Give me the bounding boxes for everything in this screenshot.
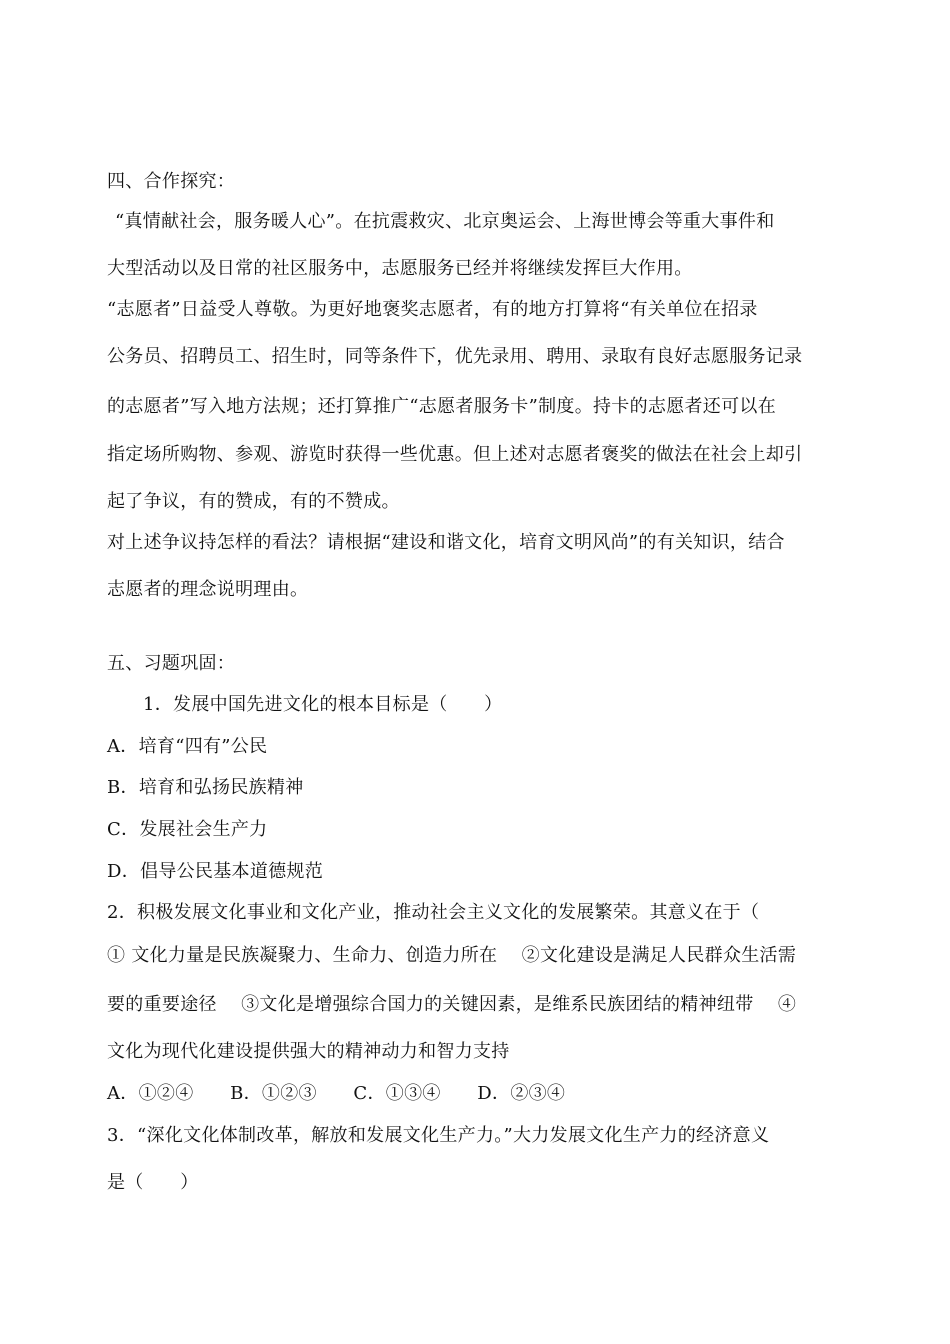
paragraph-line: 公务员、招聘员工、招生时，同等条件下，优先录用、聘用、录取有良好志愿服务记录 bbox=[107, 346, 803, 367]
q1-option-b: B．培育和弘扬民族精神 bbox=[107, 777, 304, 798]
q1-option-c: C．发展社会生产力 bbox=[107, 819, 268, 840]
q3-stem: 3．“深化文化体制改革，解放和发展文化生产力。”大力发展文化生产力的经济意义 bbox=[107, 1125, 770, 1146]
q2-body-line: ① 文化力量是民族凝聚力、生命力、创造力所在 ②文化建设是满足人民群众生活需 bbox=[107, 945, 797, 966]
question-line: 对上述争议持怎样的看法？请根据“建设和谐文化，培育文明风尚”的有关知识，结合 bbox=[107, 532, 785, 553]
question-line: 志愿者的理念说明理由。 bbox=[107, 579, 309, 600]
section-5-heading: 五、习题巩固： bbox=[107, 653, 236, 674]
paragraph-line: 大型活动以及日常的社区服务中，志愿服务已经并将继续发挥巨大作用。 bbox=[107, 258, 693, 279]
q2-options: A．①②④ B．①②③ C．①③④ D．②③④ bbox=[107, 1083, 566, 1104]
section-4-heading: 四、合作探究： bbox=[107, 171, 236, 192]
paragraph-line: 起了争议，有的赞成，有的不赞成。 bbox=[107, 491, 400, 512]
paragraph-line: 指定场所购物、参观、游览时获得一些优惠。但上述对志愿者褒奖的做法在社会上却引 bbox=[107, 444, 803, 465]
q1-option-a: A．培育“四有”公民 bbox=[107, 736, 268, 757]
paragraph-line: “志愿者”日益受人尊敬。为更好地褒奖志愿者，有的地方打算将“有关单位在招录 bbox=[107, 299, 758, 320]
q3-stem: 是（ ） bbox=[107, 1172, 199, 1193]
q1-stem: 1．发展中国先进文化的根本目标是（ ） bbox=[143, 694, 503, 715]
q1-option-d: D．倡导公民基本道德规范 bbox=[107, 861, 324, 882]
q2-body-line: 文化为现代化建设提供强大的精神动力和智力支持 bbox=[107, 1041, 510, 1062]
paragraph-line: 的志愿者”写入地方法规；还打算推广“志愿者服务卡”制度。持卡的志愿者还可以在 bbox=[107, 396, 777, 417]
paragraph-line: “真情献社会，服务暖人心”。在抗震救灾、北京奥运会、上海世博会等重大事件和 bbox=[115, 211, 775, 232]
q2-body-line: 要的重要途径 ③文化是增强综合国力的关键因素，是维系民族团结的精神纽带 ④ bbox=[107, 994, 797, 1015]
q2-stem: 2．积极发展文化事业和文化产业，推动社会主义文化的发展繁荣。其意义在于（ bbox=[107, 902, 760, 923]
